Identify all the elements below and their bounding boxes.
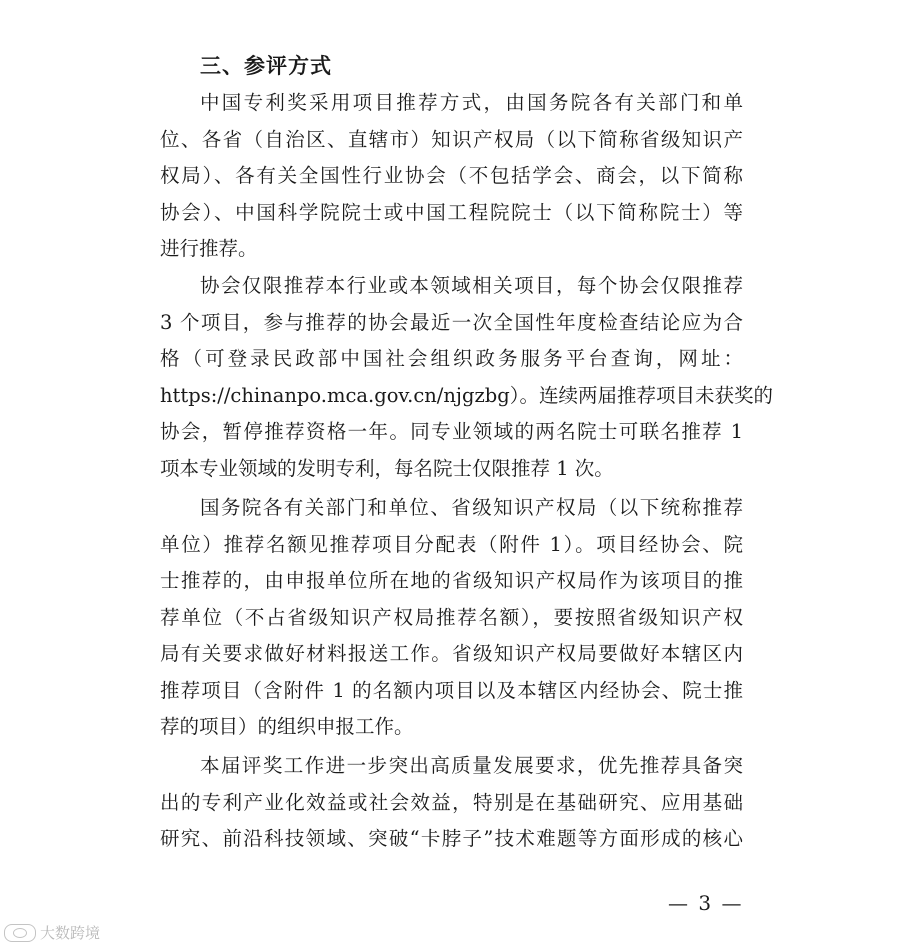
- text-line: 协会，暂停推荐资格一年。同专业领域的两名院士可联名推荐 1: [160, 420, 743, 443]
- watermark: [4, 922, 100, 943]
- text-line: 推荐项目（含附件 1 的名额内项目以及本辖区内经协会、院士推: [160, 678, 743, 702]
- watermark-logo-icon: [4, 924, 36, 942]
- text-line-url: https://chinanpo.mca.gov.cn/njgzbg）。连续两届推荐项目未获奖的: [160, 383, 773, 407]
- text-line: 项本专业领域的发明专利，每名院士仅限推荐 1 次。: [160, 456, 614, 480]
- text-line: 荐单位（不占省级知识产权局推荐名额），要按照省级知识产权: [160, 605, 743, 629]
- paragraph-association-limits: [160, 268, 773, 487]
- text-line: 士推荐的，由申报单位所在地的省级知识产权局作为该项目的推: [160, 569, 743, 592]
- text-line: 国务院各有关部门和单位、省级知识产权局（以下统称推荐: [200, 496, 743, 519]
- section-heading: 三、参评方式: [200, 54, 332, 78]
- paragraph-recommendation-method: [160, 85, 743, 268]
- text-line: 出的专利产业化效益或社会效益，特别是在基础研究、应用基础: [160, 790, 743, 814]
- page-number: — 3 —: [668, 891, 744, 915]
- text-line: 位、各省（自治区、直辖市）知识产权局（以下简称省级知识产: [160, 127, 743, 151]
- text-line: 3 个项目，参与推荐的协会最近一次全国性年度检查结论应为合: [160, 310, 743, 334]
- text-line: 局有关要求做好材料报送工作。省级知识产权局要做好本辖区内: [160, 642, 743, 665]
- text-line: 本届评奖工作进一步突出高质量发展要求，优先推荐具备突: [200, 754, 743, 777]
- text-line: 进行推荐。: [160, 237, 258, 260]
- text-line: 研究、前沿科技领域、突破“卡脖子”技术难题等方面形成的核心: [160, 827, 743, 850]
- text-line: 荐的项目）的组织申报工作。: [160, 715, 414, 738]
- paragraph-priority: [160, 748, 743, 858]
- text-line: 单位）推荐名额见推荐项目分配表（附件 1）。项目经协会、院: [160, 532, 743, 556]
- text-line: 权局）、各有关全国性行业协会（不包括学会、商会，以下简称: [160, 164, 743, 187]
- text-line: 中国专利奖采用项目推荐方式，由国务院各有关部门和单: [200, 91, 743, 114]
- text-line: 格（可登录民政部中国社会组织政务服务平台查询，网址：: [160, 347, 743, 370]
- text-line: 协会）、中国科学院院士或中国工程院院士（以下简称院士）等: [160, 200, 743, 224]
- watermark-text: 大数跨境: [40, 924, 101, 942]
- text-line: 协会仅限推荐本行业或本领域相关项目，每个协会仅限推荐: [200, 274, 743, 297]
- paragraph-quota-allocation: [160, 490, 743, 746]
